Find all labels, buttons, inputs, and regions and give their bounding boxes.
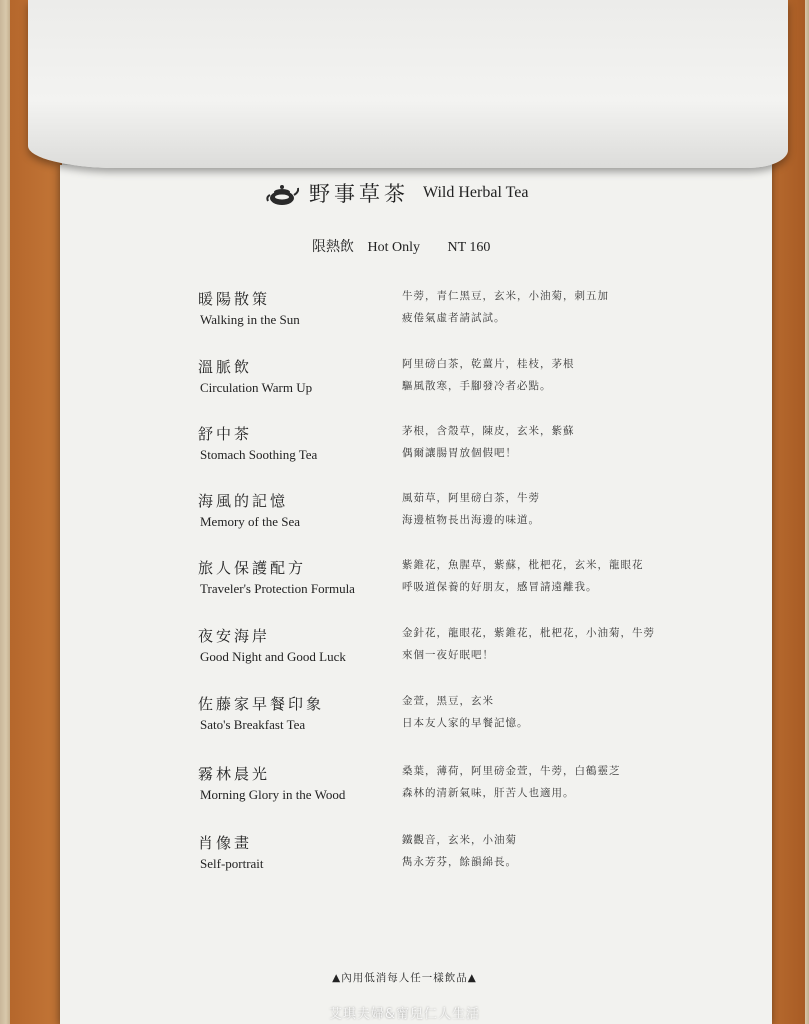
menu-item bbox=[198, 625, 655, 669]
item-name-en: Self-portrait bbox=[200, 856, 264, 871]
item-name-en: Stomach Soothing Tea bbox=[200, 447, 318, 462]
item-ingredients: 桑葉，薄荷，阿里磅金萱，牛蒡，白鶴靈芝 bbox=[402, 765, 621, 777]
menu-item bbox=[198, 557, 644, 601]
hot-only-en: Hot Only bbox=[367, 240, 420, 255]
item-ingredients: 鐵觀音，玄米，小油菊 bbox=[402, 834, 517, 846]
menu-item bbox=[198, 423, 618, 467]
item-name-zh: 肖像畫 bbox=[198, 834, 253, 852]
menu-item bbox=[198, 693, 618, 737]
item-note: 日本友人家的早餐記憶。 bbox=[402, 717, 529, 729]
item-name-zh: 霧林晨光 bbox=[198, 765, 271, 783]
item-name-zh: 暖陽散策 bbox=[198, 290, 271, 308]
item-name-zh: 佐藤家早餐印象 bbox=[198, 695, 325, 713]
hot-only-zh: 限熱飲 bbox=[312, 240, 354, 255]
item-name-zh: 溫脈飲 bbox=[198, 358, 253, 376]
item-note: 海邊植物長出海邊的味道。 bbox=[402, 514, 540, 526]
menu-item bbox=[198, 832, 618, 876]
item-name-zh: 夜安海岸 bbox=[198, 627, 271, 645]
item-ingredients: 風茹草，阿里磅白茶，牛蒡 bbox=[402, 492, 540, 504]
menu-header bbox=[265, 176, 528, 210]
item-name-en: Circulation Warm Up bbox=[200, 380, 313, 395]
item-note: 來個一夜好眠吧！ bbox=[402, 649, 494, 661]
item-note: 疲倦氣虛者請試試。 bbox=[402, 312, 506, 324]
menu-item bbox=[198, 288, 618, 332]
item-ingredients: 金萱，黑豆，玄米 bbox=[402, 695, 494, 707]
item-ingredients: 牛蒡，青仁黑豆，玄米，小油菊，刺五加 bbox=[402, 290, 609, 302]
menu-title-en: Wild Herbal Tea bbox=[423, 184, 529, 201]
item-name-zh: 旅人保護配方 bbox=[198, 559, 307, 577]
item-ingredients: 金針花，龍眼花，紫錐花，枇杷花，小油菊，牛蒡 bbox=[402, 627, 655, 639]
item-ingredients: 紫錐花，魚腥草，紫蘇，枇杷花，玄米，龍眼花 bbox=[402, 559, 644, 571]
item-name-zh: 海風的記憶 bbox=[198, 492, 289, 510]
item-note: 呼吸道保養的好朋友，感冒請遠離我。 bbox=[402, 581, 598, 593]
minimum-order-note: ▲內用低消每人任一樣飲品▲ bbox=[332, 972, 477, 984]
item-name-en: Walking in the Sun bbox=[200, 312, 300, 327]
item-note: 驅風散寒，手腳發冷者必點。 bbox=[402, 380, 552, 392]
menu-title-zh: 野事草茶 bbox=[309, 182, 409, 206]
teapot-icon bbox=[265, 179, 299, 207]
price-label: NT 160 bbox=[447, 240, 491, 255]
item-name-en: Traveler's Protection Formula bbox=[200, 581, 355, 596]
item-name-en: Good Night and Good Luck bbox=[200, 649, 346, 664]
folded-page-flap bbox=[28, 0, 788, 168]
watermark: 艾琪夫婦&甯兒仁人生活 bbox=[328, 1007, 481, 1022]
item-note: 偶爾讓腸胃放個假吧！ bbox=[402, 447, 517, 459]
item-ingredients: 阿里磅白茶，乾薑片，桂枝，茅根 bbox=[402, 358, 575, 370]
menu-subhead bbox=[312, 236, 500, 256]
menu-item bbox=[198, 763, 621, 807]
item-note: 雋永芳芬，餘韻綿長。 bbox=[402, 856, 517, 868]
item-note: 森林的清新氣味，肝苦人也適用。 bbox=[402, 787, 575, 799]
item-name-en: Morning Glory in the Wood bbox=[200, 787, 346, 802]
menu-item bbox=[198, 356, 618, 400]
item-name-zh: 舒中茶 bbox=[198, 425, 253, 443]
menu-item bbox=[198, 490, 618, 534]
item-name-en: Memory of the Sea bbox=[200, 514, 301, 529]
item-name-en: Sato's Breakfast Tea bbox=[200, 717, 306, 732]
item-ingredients: 茅根，含殼草，陳皮，玄米，紫蘇 bbox=[402, 425, 575, 437]
